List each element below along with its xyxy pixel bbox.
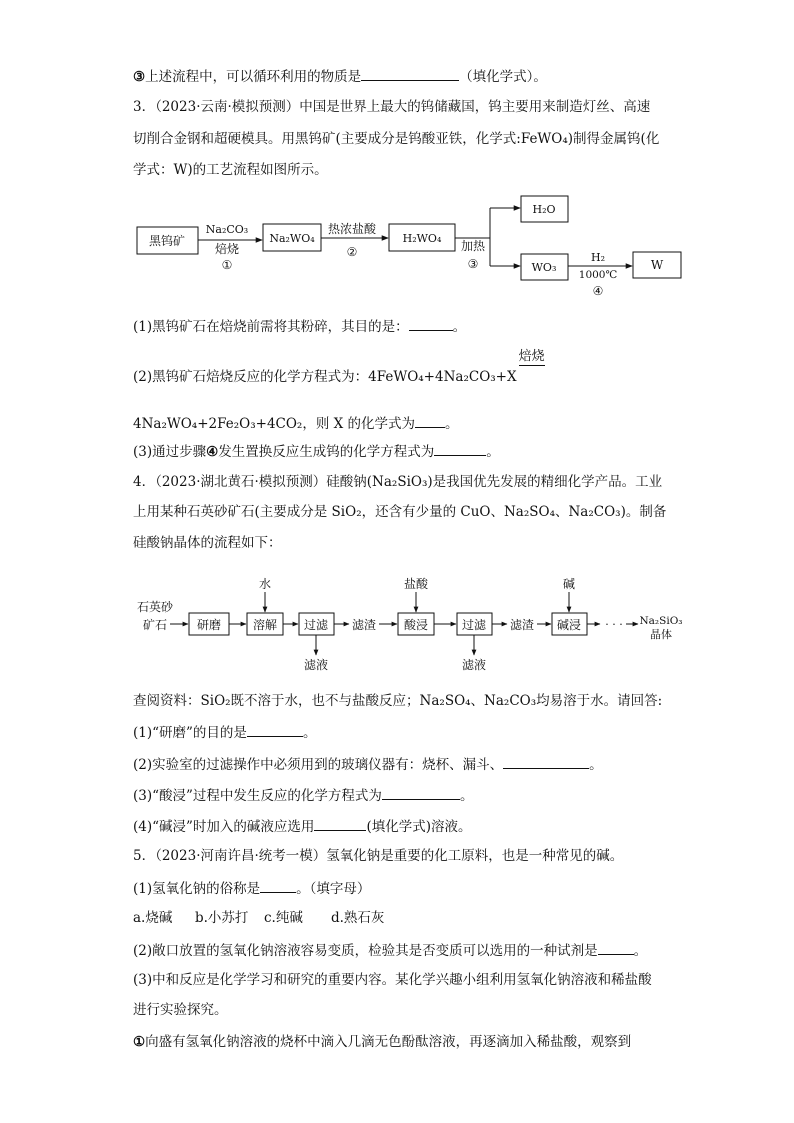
flow-box-filter-2-label: 过滤 — [461, 618, 487, 632]
flow-box-h2o-label: H₂O — [532, 203, 556, 216]
q2-item3-text: 上述流程中，可以循环利用的物质是 — [145, 69, 362, 85]
answer-blank[interactable] — [260, 878, 296, 893]
flow-add-water: 水 — [258, 577, 272, 591]
q3-stem-line1: 3．（2023·云南·模拟预测）中国是世界上最大的钨储藏国，钨主要用来制造灯丝、高速 — [133, 99, 651, 115]
q4-sub1-end: 。 — [302, 725, 317, 741]
q3-sub3-text: (3)通过步骤 — [133, 444, 207, 460]
flow-box-w-label: W — [650, 258, 664, 272]
q4-sub3-end: 。 — [459, 788, 474, 804]
flow-step-3: ③ — [467, 257, 479, 271]
q3-sub1-end: 。 — [452, 319, 467, 335]
q4-sub3-text: (3)“酸浸”过程中发生反应的化学方程式为 — [133, 788, 382, 804]
flow-box-filter-1-label: 过滤 — [303, 618, 329, 632]
q4-stem-line3: 硅酸钠晶体的流程如下： — [133, 535, 282, 551]
flow-start-label-2: 矿石 — [142, 618, 168, 632]
flow-add-base: 碱 — [562, 577, 576, 591]
q3-stem-line3: 学式：W)的工艺流程如图所示。 — [133, 162, 328, 178]
answer-blank[interactable] — [314, 816, 366, 831]
flow-box-dissolve-label: 溶解 — [252, 618, 278, 632]
flow-box-acid-label: 酸浸 — [403, 618, 429, 632]
flow-box-alkali-label: 碱浸 — [556, 618, 582, 632]
flow-step-2: ② — [346, 245, 358, 259]
flow-arrow-1-reagent: Na₂CO₃ — [205, 223, 249, 236]
q4-sub4-end: (填化学式)溶液。 — [366, 819, 472, 835]
q3-sub1-text: (1)黑钨矿石在焙烧前需将其粉碎，其目的是： — [133, 319, 409, 335]
q5-sub2-text: (2)敞口放置的氢氧化钠溶液容易变质，检验其是否变质可以选用的一种试剂是 — [133, 943, 598, 959]
q5-sub1-end: 。（填字母） — [296, 881, 371, 897]
q3-sub2-line2-text: 4Na₂WO₄+2Fe₂O₃+4CO₂，则 X 的化学式为 — [133, 416, 416, 432]
q3-stem-line2: 切削合金钢和超硬模具。用黑钨矿(主要成分是钨酸亚铁，化学式:FeWO₄)制得金属钨(化 — [133, 131, 660, 147]
q4-sub3 — [133, 785, 473, 805]
q5-sub3-step1 — [133, 1033, 631, 1051]
q3-sub3-end: 。 — [486, 444, 500, 460]
q5-sub2-end: 。 — [633, 943, 648, 959]
flow-filtrate-1: 滤液 — [303, 658, 329, 672]
q5-sub1-text: (1)氢氧化钠的俗称是 — [133, 881, 261, 897]
q4-sub4 — [133, 816, 471, 836]
flow-start-label-1: 石英砂 — [136, 600, 174, 614]
flow-arrow-4-condition: 1000℃ — [578, 269, 618, 281]
flow-end-label-2: 晶体 — [650, 628, 672, 641]
answer-blank[interactable] — [598, 940, 634, 955]
circled-number: ④ — [206, 444, 219, 460]
q4-stem-line2: 上用某种石英砂矿石(主要成分是 SiO₂，还含有少量的 CuO、Na₂SO₄、Na₂CO₃)。制备 — [133, 504, 667, 520]
q3-sub2-text: (2)黑钨矿石焙烧反应的化学方程式为：4FeWO₄+4Na₂CO₃+X — [133, 369, 517, 385]
option-c[interactable]: c.纯碱 — [264, 910, 303, 926]
q5-options — [133, 909, 384, 927]
q2-item3-note: （填化学式）。 — [459, 69, 547, 85]
flow-step-1: ① — [221, 258, 233, 272]
q4-sub1 — [133, 722, 316, 742]
option-b[interactable]: b.小苏打 — [195, 910, 249, 926]
flow-box-grind-label: 研磨 — [196, 618, 222, 632]
q5-sub3-step1-text: 向盛有氢氧化钠溶液的烧杯中滴入几滴无色酚酞溶液，再逐滴加入稀盐酸，观察到 — [145, 1034, 632, 1050]
q4-sub2-text: (2)实验室的过滤操作中必须用到的玻璃仪器有：烧杯、漏斗、 — [133, 757, 504, 773]
q5-sub1 — [133, 878, 370, 898]
flow-arrow-2-reagent: 热浓盐酸 — [327, 222, 377, 236]
q4-sub2-end: 。 — [589, 757, 603, 773]
circled-number: ③ — [133, 69, 146, 85]
answer-blank[interactable] — [503, 754, 589, 769]
flow-box-ore-label: 黑钨矿 — [148, 234, 186, 248]
q4-sub4-text: (4)“碱浸”时加入的碱液应选用 — [133, 819, 315, 835]
flow-ellipsis: · · · — [605, 618, 623, 631]
flow-add-hcl: 盐酸 — [403, 577, 429, 591]
flow-arrow-1-condition: 焙烧 — [214, 242, 240, 256]
option-d[interactable]: d.熟石灰 — [331, 910, 385, 926]
flow-box-h2wo4-label: H₂WO₄ — [402, 232, 442, 245]
flow-arrow-3-condition: 加热 — [460, 239, 486, 253]
flow-residue-1: 滤渣 — [351, 618, 377, 632]
q5-sub3-line1: (3)中和反应是化学学习和研究的重要内容。某化学兴趣小组利用氢氧化钠溶液和稀盐酸 — [133, 972, 652, 988]
q5-stem: 5．（2023·河南许昌·统考一模）氢氧化钠是重要的化工原料，也是一种常见的碱。 — [133, 848, 624, 864]
q4-sub2 — [133, 754, 603, 774]
flow-box-wo3-label: WO₃ — [531, 261, 557, 274]
flow-residue-2: 滤渣 — [509, 618, 535, 632]
flow-box-na2wo4-label: Na₂WO₄ — [269, 232, 315, 245]
answer-blank[interactable] — [382, 785, 460, 800]
answer-blank[interactable] — [247, 722, 303, 737]
flow-end-label-1: Na₂SiO₃ — [639, 615, 683, 627]
option-a[interactable]: a.烧碱 — [133, 910, 173, 926]
flow-filtrate-2: 滤液 — [461, 658, 487, 672]
q4-stem-line1: 4．（2023·湖北黄石·模拟预测）硅酸钠(Na₂SiO₃)是我国优先发展的精细化学产品。工业 — [133, 474, 663, 490]
q4-sub1-text: (1)“研磨”的目的是 — [133, 725, 247, 741]
q5-sub2 — [133, 940, 647, 960]
q4-info: 查阅资料：SiO₂既不溶于水，也不与盐酸反应；Na₂SO₄、Na₂CO₃均易溶于水。请回答: — [133, 693, 663, 709]
flow-arrow-4-reagent: H₂ — [590, 251, 606, 264]
q3-sub2-end: 。 — [445, 416, 459, 432]
flow-step-4: ④ — [592, 284, 604, 298]
q3-sub3-text2: 发生置换反应生成钨的化学方程式为 — [218, 444, 435, 460]
reaction-condition: 焙烧 — [518, 349, 545, 364]
circled-number: ① — [133, 1034, 146, 1050]
q5-sub3-line2: 进行实验探究。 — [133, 1002, 228, 1018]
